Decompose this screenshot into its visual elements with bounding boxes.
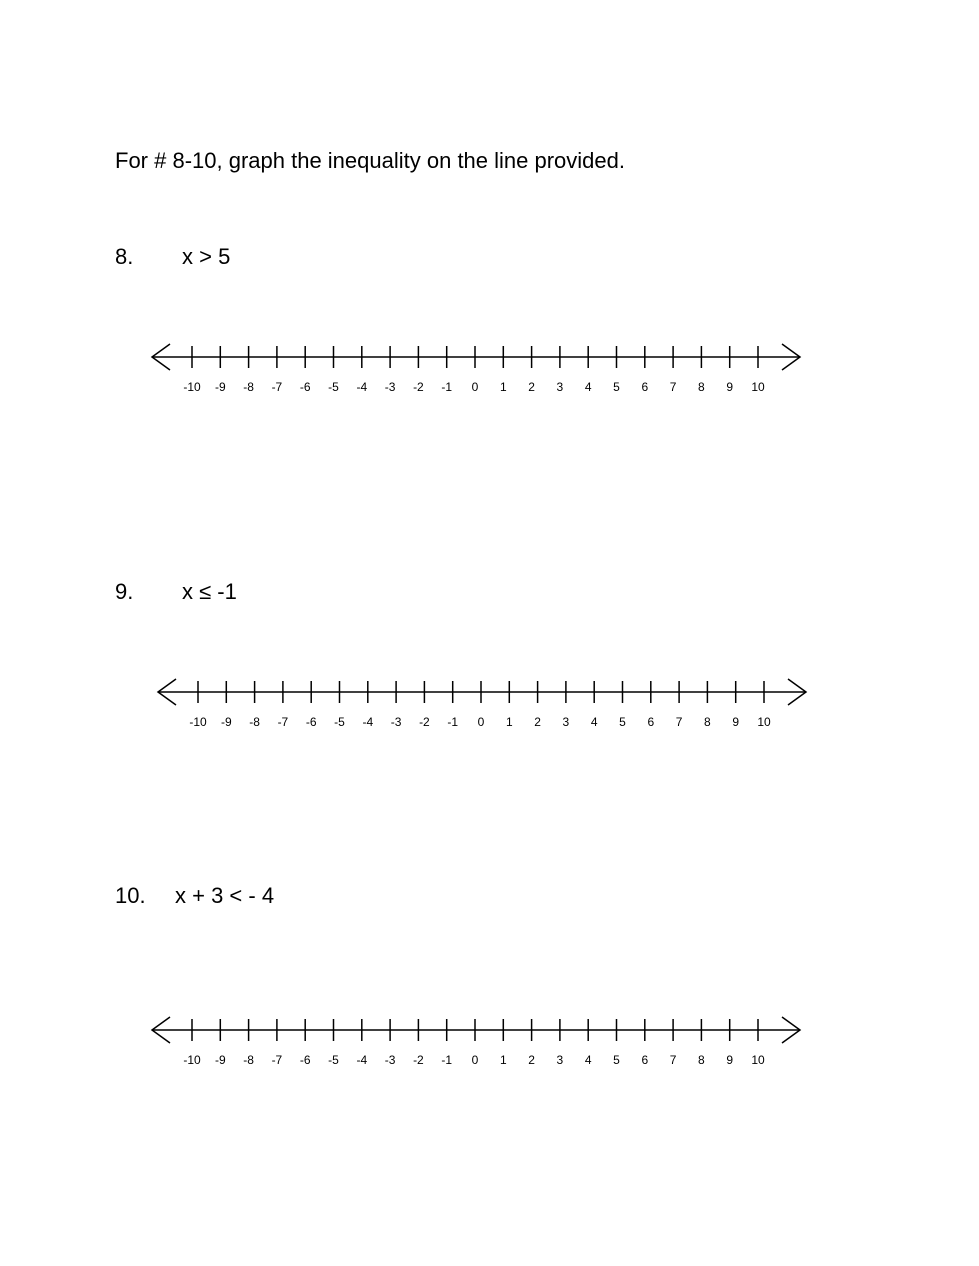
tick-label: -8 — [243, 1053, 254, 1067]
problem-number: 10. — [115, 883, 146, 908]
tick-label: -7 — [277, 715, 289, 729]
tick-label: 9 — [732, 715, 740, 729]
tick-label: 4 — [590, 715, 598, 729]
tick-label: 3 — [556, 380, 564, 394]
problem-inequality: x ≤ -1 — [182, 579, 237, 604]
tick-label: -1 — [447, 715, 459, 729]
tick-label: -10 — [183, 380, 201, 394]
tick-label: -3 — [384, 380, 396, 394]
tick-label: 1 — [499, 380, 507, 394]
number-line-9[interactable] — [146, 670, 826, 735]
tick-label: -10 — [183, 1053, 201, 1067]
tick-label: -6 — [299, 380, 311, 394]
tick-label: 6 — [641, 380, 649, 394]
tick-label: -1 — [441, 1053, 453, 1067]
tick-label: -2 — [419, 715, 430, 729]
tick-label: -9 — [214, 1053, 226, 1067]
tick-label: 10 — [751, 1053, 765, 1067]
tick-label: -4 — [362, 715, 374, 729]
tick-label: 6 — [647, 715, 655, 729]
tick-label: 6 — [641, 1053, 649, 1067]
number-line-8[interactable] — [140, 335, 820, 400]
tick-label: 9 — [726, 380, 734, 394]
tick-label: 0 — [471, 1053, 479, 1067]
tick-label: -3 — [390, 715, 402, 729]
tick-label: -6 — [299, 1053, 311, 1067]
tick-label: -8 — [249, 715, 260, 729]
tick-label: 5 — [613, 380, 620, 394]
tick-label: 2 — [528, 1053, 535, 1067]
tick-label: -9 — [214, 380, 226, 394]
tick-label: -2 — [413, 1053, 424, 1067]
tick-label: 2 — [534, 715, 541, 729]
tick-label: 10 — [751, 380, 765, 394]
tick-label: 8 — [698, 1053, 705, 1067]
tick-label: 8 — [698, 380, 705, 394]
tick-label: 9 — [726, 1053, 734, 1067]
tick-label: 0 — [471, 380, 479, 394]
tick-label: -2 — [413, 380, 424, 394]
tick-label: -10 — [189, 715, 207, 729]
problem-number: 8. — [115, 244, 134, 269]
tick-label: -7 — [271, 380, 283, 394]
tick-label: -9 — [220, 715, 232, 729]
tick-label: 2 — [528, 380, 535, 394]
tick-label: -3 — [384, 1053, 396, 1067]
tick-label: 1 — [505, 715, 513, 729]
problem-inequality: x > 5 — [182, 244, 231, 269]
tick-label: 1 — [499, 1053, 507, 1067]
problem-inequality: x + 3 < - 4 — [175, 883, 275, 908]
tick-label: 5 — [619, 715, 626, 729]
tick-label: -7 — [271, 1053, 283, 1067]
tick-label: 5 — [613, 1053, 620, 1067]
tick-label: 4 — [584, 380, 592, 394]
tick-label: -1 — [441, 380, 453, 394]
tick-label: 7 — [669, 1053, 677, 1067]
tick-label: 8 — [704, 715, 711, 729]
tick-label: -4 — [356, 1053, 368, 1067]
tick-label: 7 — [675, 715, 683, 729]
instructions-text: For # 8-10, graph the inequality on the line provided. — [115, 148, 625, 173]
tick-label: -5 — [328, 380, 339, 394]
tick-label: 0 — [477, 715, 485, 729]
tick-label: 3 — [562, 715, 570, 729]
tick-label: 4 — [584, 1053, 592, 1067]
tick-label: -8 — [243, 380, 254, 394]
number-line-10[interactable] — [140, 1008, 820, 1073]
tick-label: -4 — [356, 380, 368, 394]
tick-label: 7 — [669, 380, 677, 394]
tick-label: 3 — [556, 1053, 564, 1067]
problem-number: 9. — [115, 579, 134, 604]
tick-label: -6 — [305, 715, 317, 729]
tick-label: -5 — [328, 1053, 339, 1067]
tick-label: 10 — [757, 715, 771, 729]
tick-label: -5 — [334, 715, 345, 729]
